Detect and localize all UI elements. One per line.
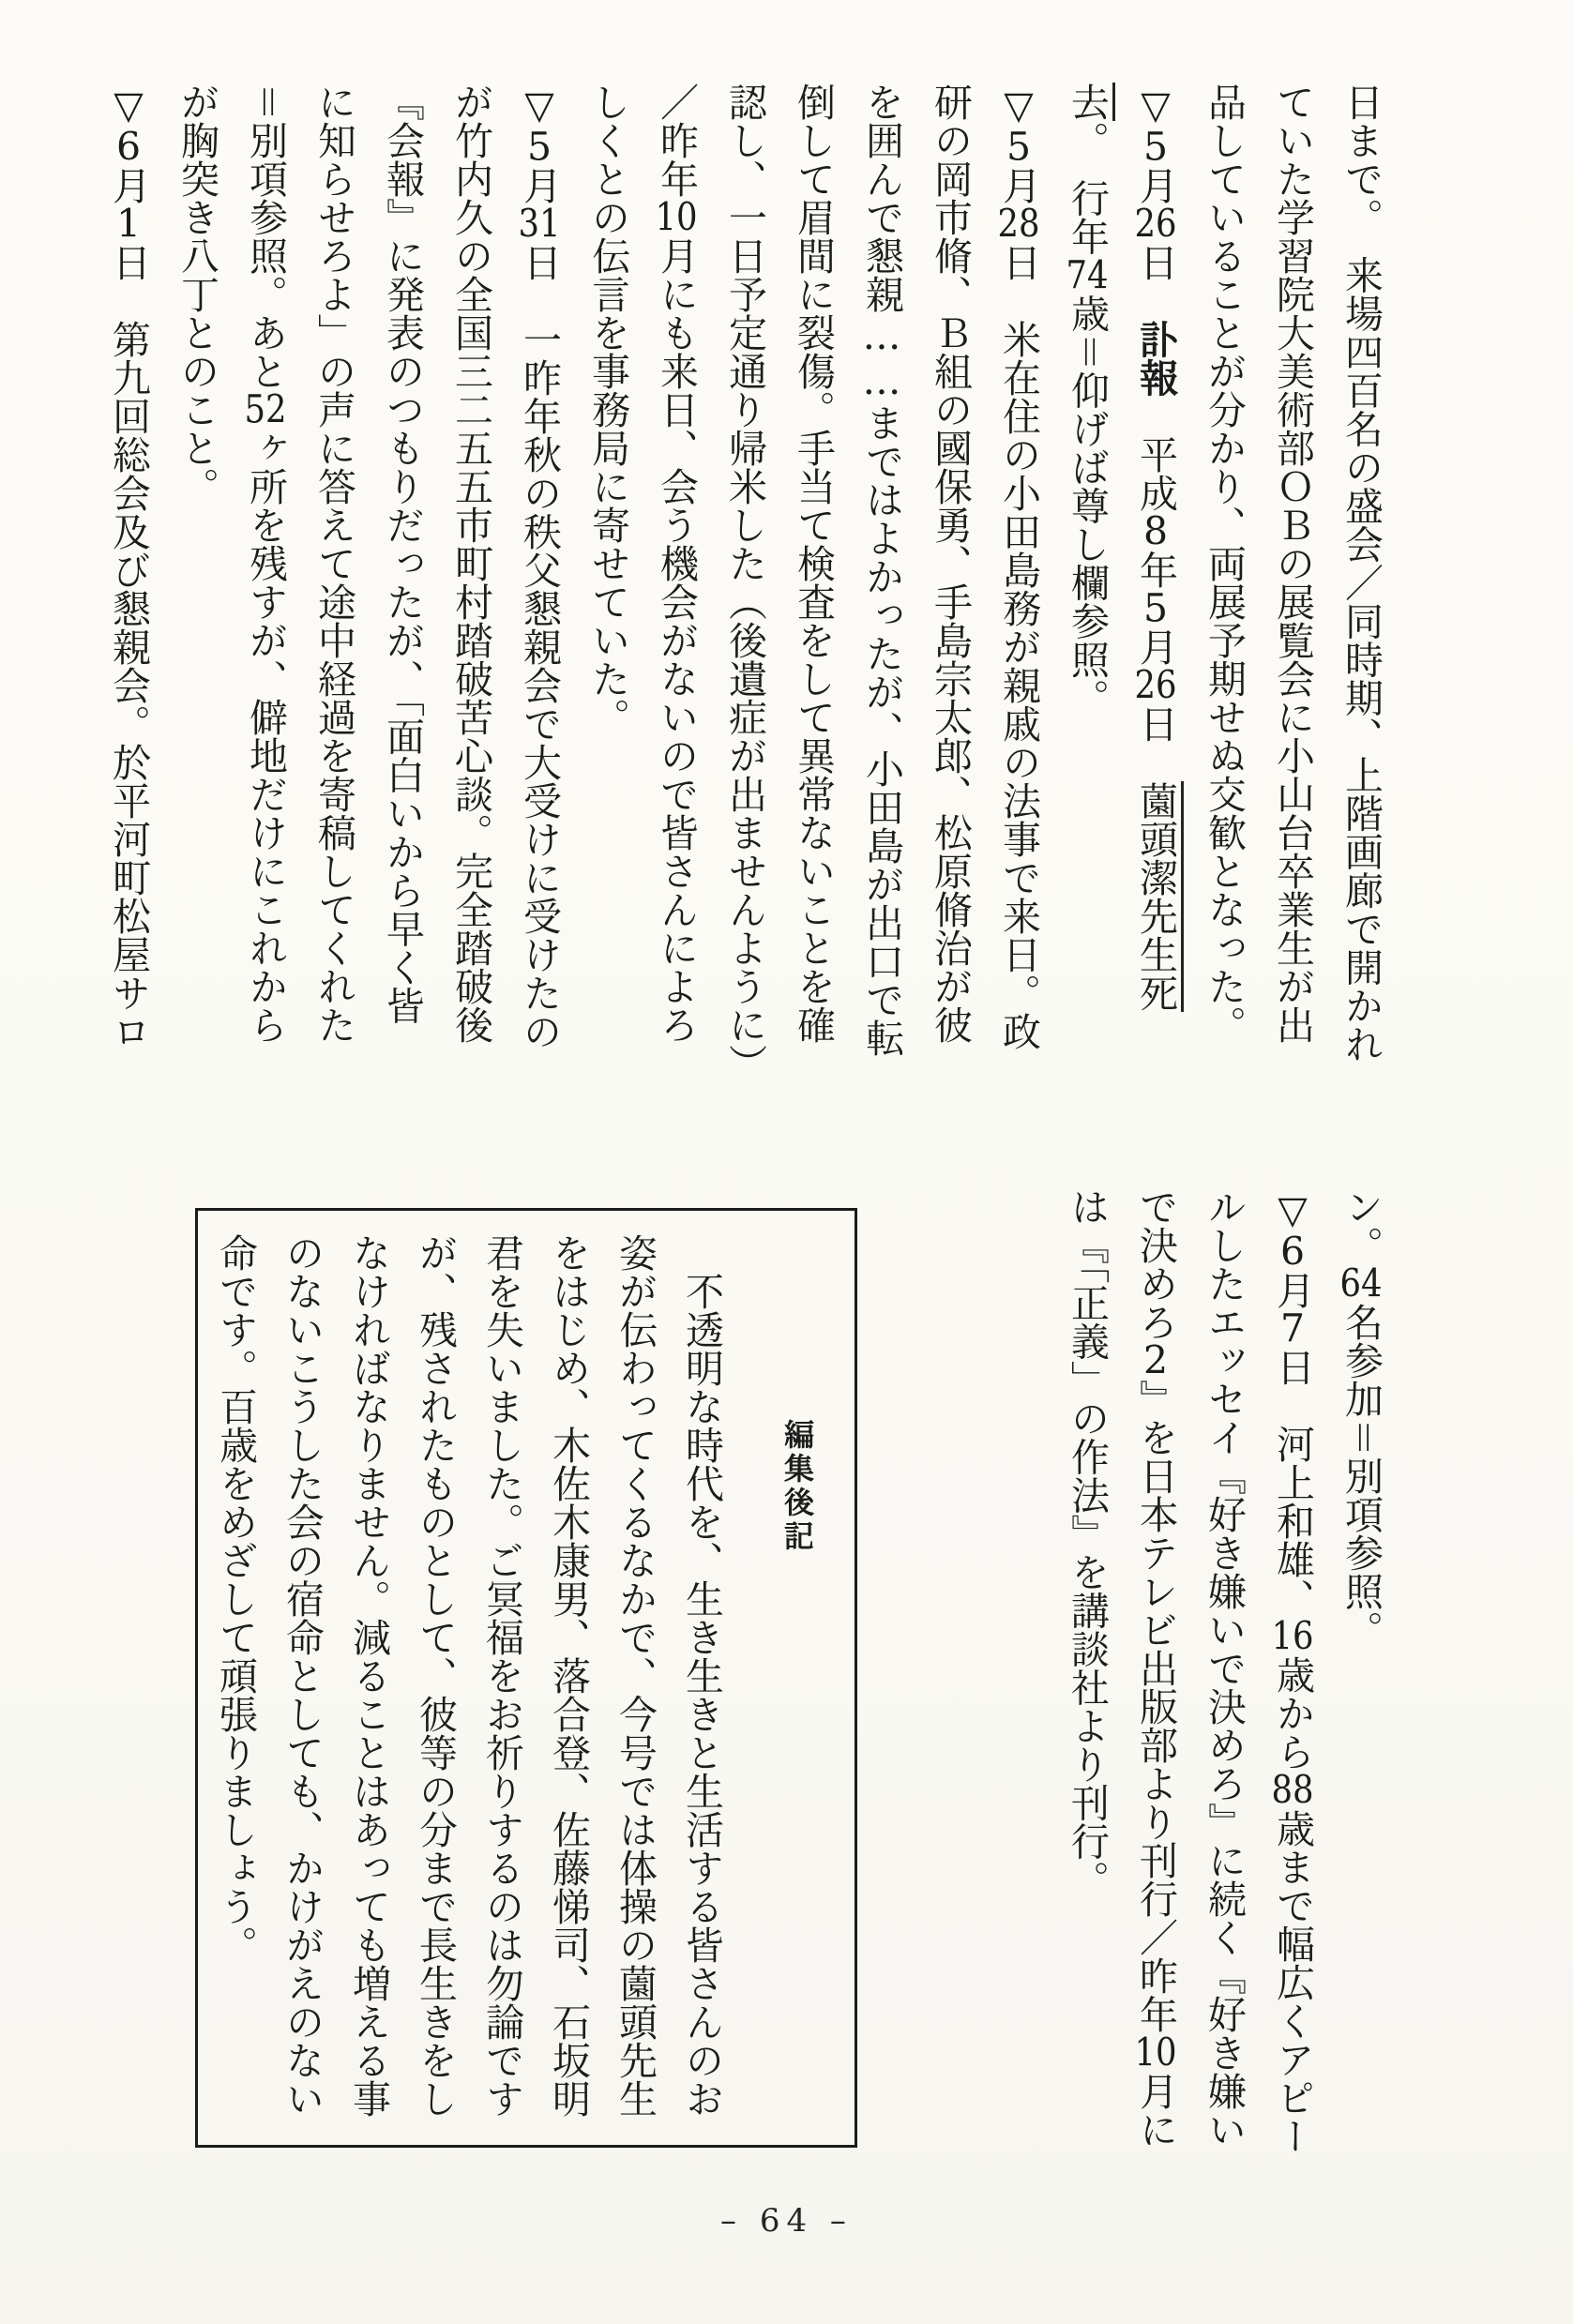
text-column: 君を失いました。ご冥福をお祈りするのは勿論です — [479, 1233, 524, 2118]
text-column: ン。64名参加＝別項参照。 — [1339, 1187, 1384, 1649]
chronicle-section-continued — [1052, 1187, 1395, 2153]
text-column: ＝別項参照。あと52ヶ所を残すが、僻地だけにこれから — [243, 83, 288, 1044]
text-column: は『「正義」の作法』を講談社より刊行。 — [1065, 1187, 1110, 1899]
text-column: ルしたエッセイ『好き嫌いで決めろ』に続く『好き嫌い — [1202, 1187, 1247, 2149]
page-number: – 64 – — [720, 2202, 853, 2240]
text-column: なければなりません。減ることはあっても増える事 — [346, 1233, 391, 2118]
text-column: が竹内久の全国三二五五市町村踏破苦心談。完全踏破後 — [448, 83, 493, 1044]
text-column: 日まで。 来場四百名の盛会／同時期、上階画廊で開かれ — [1339, 83, 1384, 1064]
text-column: 命です。百歳をめざして頑張りましょう。 — [213, 1233, 258, 1964]
text-column: ▽6月1日 第九回総会及び懇親会。於平河町松屋サロ — [106, 83, 151, 1050]
text-column: 研の岡市脩、Ｂ組の國保勇、手島宗太郎、松原脩治が彼 — [928, 83, 973, 1044]
text-column: が胸突き八丁とのこと。 — [174, 83, 219, 506]
chronicle-section — [94, 83, 1395, 1152]
text-column: 姿が伝わってくるなかで、今号では体操の薗頭先生 — [613, 1233, 658, 2118]
text-column: 不透明な時代を、生き生きと生活する皆さんのお — [679, 1272, 724, 2118]
text-column: しくとの伝言を事務局に寄せていた。 — [585, 83, 630, 736]
text-column: ていた学習院大美術部ＯＢの展覧会に小山台卒業生が出 — [1270, 83, 1315, 1044]
text-column: をはじめ、木佐木康男、落合登、佐藤悌司、石坂明 — [546, 1233, 591, 2118]
text-column: が、残されたものとして、彼等の分まで長生きをし — [413, 1233, 458, 2118]
editors-note-title: 編集後記 — [779, 1419, 815, 1554]
text-column: 品していることが分かり、両展予期せぬ交歓となった。 — [1202, 83, 1247, 1044]
text-column: 『会報』に発表のつもりだったが、「面白いから早く皆 — [380, 83, 425, 1025]
text-column: ▽5月31日 一昨年秋の秩父懇親会で大受けに受けたの — [517, 83, 562, 1050]
text-column: で決めろ2』を日本テレビ出版部より刊行／昨年10月に — [1133, 1187, 1178, 2149]
text-column: ／昨年10月にも来日、会う機会がないので皆さんによろ — [654, 83, 699, 1044]
text-column: 認し、一日予定通り帰米した（後遺症が出ませんように） — [722, 83, 767, 1082]
text-column: ▽5月28日 米在住の小田島務が親戚の法事で来日。政 — [996, 83, 1041, 1050]
text-column: ▽6月7日 河上和雄、16歳から88歳まで幅広くアピー — [1270, 1187, 1315, 2155]
editors-note-content — [202, 1233, 832, 2124]
text-column: に知らせろよ」の声に答えて途中経過を寄稿してくれた — [311, 83, 356, 1044]
text-column: のないこうした会の宿命としても、かけがえのない — [280, 1233, 325, 2118]
text-column-obituary: 去。 行年74歳＝仰げば尊し欄参照。 — [1052, 83, 1121, 1152]
editors-note-box — [195, 1208, 857, 2148]
text-column: 倒して眉間に裂傷。手当て検査をして異常ないことを確 — [791, 83, 836, 1044]
text-column-obituary: ▽5月26日 訃報 平成8年5月26日 薗頭潔先生死 — [1121, 83, 1189, 1152]
text-column: を囲んで懇親……まではよかったが、小田島が出口で転 — [859, 83, 904, 1057]
